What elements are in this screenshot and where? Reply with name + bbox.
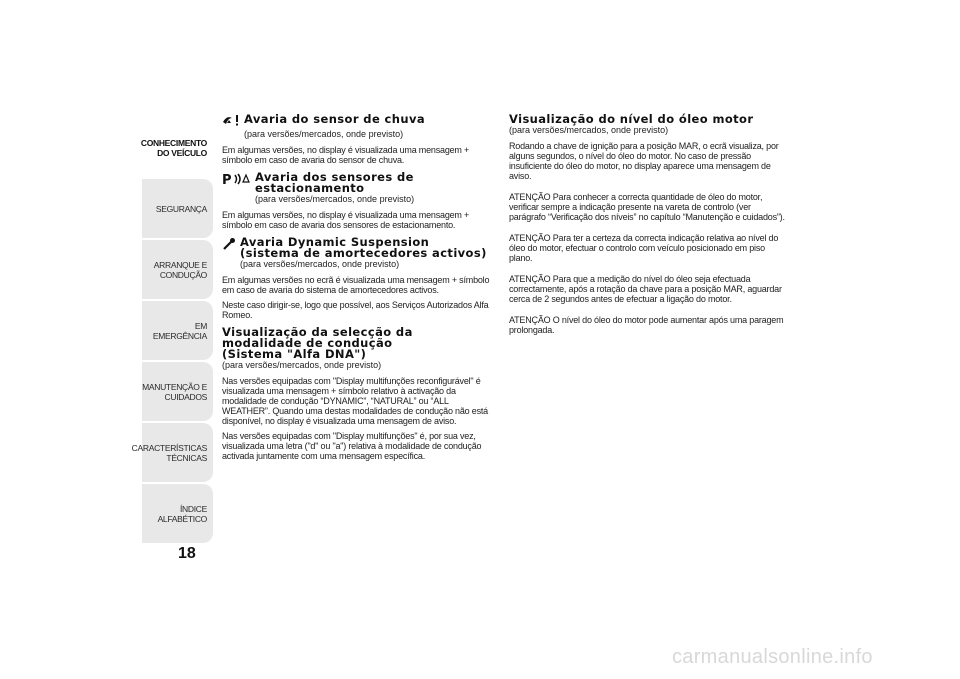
paragraph: Em algumas versões, no display é visualizada uma mensagem + símbolo em caso de avaria dos sensores de estacionamento. — [222, 210, 470, 230]
attention-paragraph: ATENÇÃO Para conhecer a correcta quantidade de óleo do motor, verificar sempre a indicação presente na vareta de controlo (ver parágrafo “Verificação dos níveis” no capítulo “Manutenção e cuidados”). — [509, 192, 785, 222]
section-title: Visualização do nível do óleo motor — [509, 112, 754, 126]
section-subtitle: (para versões/mercados, onde previsto) — [240, 259, 400, 269]
left-column — [222, 114, 497, 468]
section-title-line2: modalidade de condução — [222, 336, 393, 350]
attention-paragraph: ATENÇÃO Para ter a certeza da correcta indicação relativa ao nível do óleo do motor, efectuar o controlo com veículo posicionado em piso plano. — [509, 233, 779, 263]
attention-paragraph: ATENÇÃO O nível do óleo do motor pode aumentar após uma paragem prolongada. — [509, 315, 784, 335]
page-number: 18 — [178, 545, 196, 562]
watermark: carmanualsonline.info — [672, 646, 873, 668]
section-subtitle: (para versões/mercados, onde previsto) — [509, 125, 669, 135]
tab-arranque-e-conducao[interactable] — [142, 240, 213, 299]
right-column — [509, 114, 789, 340]
tab-label: ÍNDICE ALFABÉTICO — [157, 503, 207, 524]
paragraph: Neste caso dirigir-se, logo que possível, aos Serviços Autorizados Alfa Romeo. — [222, 300, 489, 320]
paragraph: Em algumas versões no ecrã é visualizada uma mensagem + símbolo em caso de avaria do sistema de amortecedores activos. — [222, 275, 490, 295]
section-dynamic-suspension — [222, 237, 497, 320]
paragraph: Nas versões equipadas com "Display multifunções reconfigurável" é visualizada uma mensagem + símbolo relativo à activação da modalidade de condução “DYNAMIC”, “NATURAL” ou “ALL WEATHER”. Quando uma destas modalidades de condução não está disponível, no display é visualizada uma mensagem de aviso. — [222, 376, 488, 426]
chapter-sidebar — [131, 118, 213, 545]
tab-label: ARRANQUE E CONDUÇÃO — [153, 259, 207, 280]
section-parking-sensors — [222, 172, 497, 230]
section-title-line2: (sistema de amortecedores activos) — [240, 246, 487, 260]
tab-seguranca[interactable] — [142, 179, 213, 238]
tab-label: CARACTERÍSTICAS TÉCNICAS — [131, 442, 207, 463]
attention-paragraph: ATENÇÃO Para que a medição do nível do óleo seja efectuada correctamente, após a rotação da chave para a posição MAR, aguardar cerca de 2 segundos antes de efectuar a ligação do motor. — [509, 274, 782, 304]
tab-label: MANUTENÇÃO E CUIDADOS — [142, 381, 207, 402]
section-drive-mode — [222, 327, 497, 461]
svg-text:P: P — [222, 173, 232, 186]
tab-manutencao-e-cuidados[interactable] — [142, 362, 213, 421]
rain-sensor-warning-icon — [222, 114, 244, 129]
section-title: Avaria do sensor de chuva — [244, 112, 425, 126]
parking-sensor-icon — [222, 172, 255, 189]
section-title: Visualização da selecção da — [222, 325, 413, 339]
tab-label: EM EMERGÊNCIA — [152, 320, 207, 341]
section-subtitle: (para versões/mercados, onde previsto) — [255, 194, 415, 204]
section-subtitle: (para versões/mercados, onde previsto) — [222, 360, 382, 370]
paragraph: Nas versões equipadas com "Display multifunções" é, por sua vez, visualizada uma letra ("d" ou "a") relativa à modalidade de condução activada juntamente com uma mensagem específica. — [222, 431, 482, 461]
section-subtitle: (para versões/mercados, onde previsto) — [244, 129, 404, 139]
tab-label: CONHECIMENTO DO VEÍCULO — [140, 137, 207, 158]
wrench-icon — [222, 237, 240, 254]
section-title: Avaria Dynamic Suspension — [240, 235, 430, 249]
section-title-line2: estacionamento — [255, 181, 365, 195]
tab-caracteristicas-tecnicas[interactable] — [131, 423, 213, 482]
tab-em-emergencia[interactable] — [142, 301, 213, 360]
section-title: Avaria dos sensores de — [255, 170, 414, 184]
paragraph: Em algumas versões, no display é visualizada uma mensagem + símbolo em caso de avaria do sensor de chuva. — [222, 145, 470, 165]
section-rain-sensor — [222, 114, 497, 165]
tab-conhecimento-do-veiculo[interactable] — [142, 118, 213, 177]
section-title-line3: (Sistema "Alfa DNA") — [222, 347, 367, 361]
tab-indice-alfabetico[interactable] — [142, 484, 213, 543]
tab-label: SEGURANÇA — [155, 203, 207, 214]
paragraph: Rodando a chave de ignição para a posição MAR, o ecrã visualiza, por alguns segundos, o nível do óleo do motor. No caso de pressão insuficiente do óleo do motor, no display aparece uma mensagem de aviso. — [509, 141, 779, 181]
